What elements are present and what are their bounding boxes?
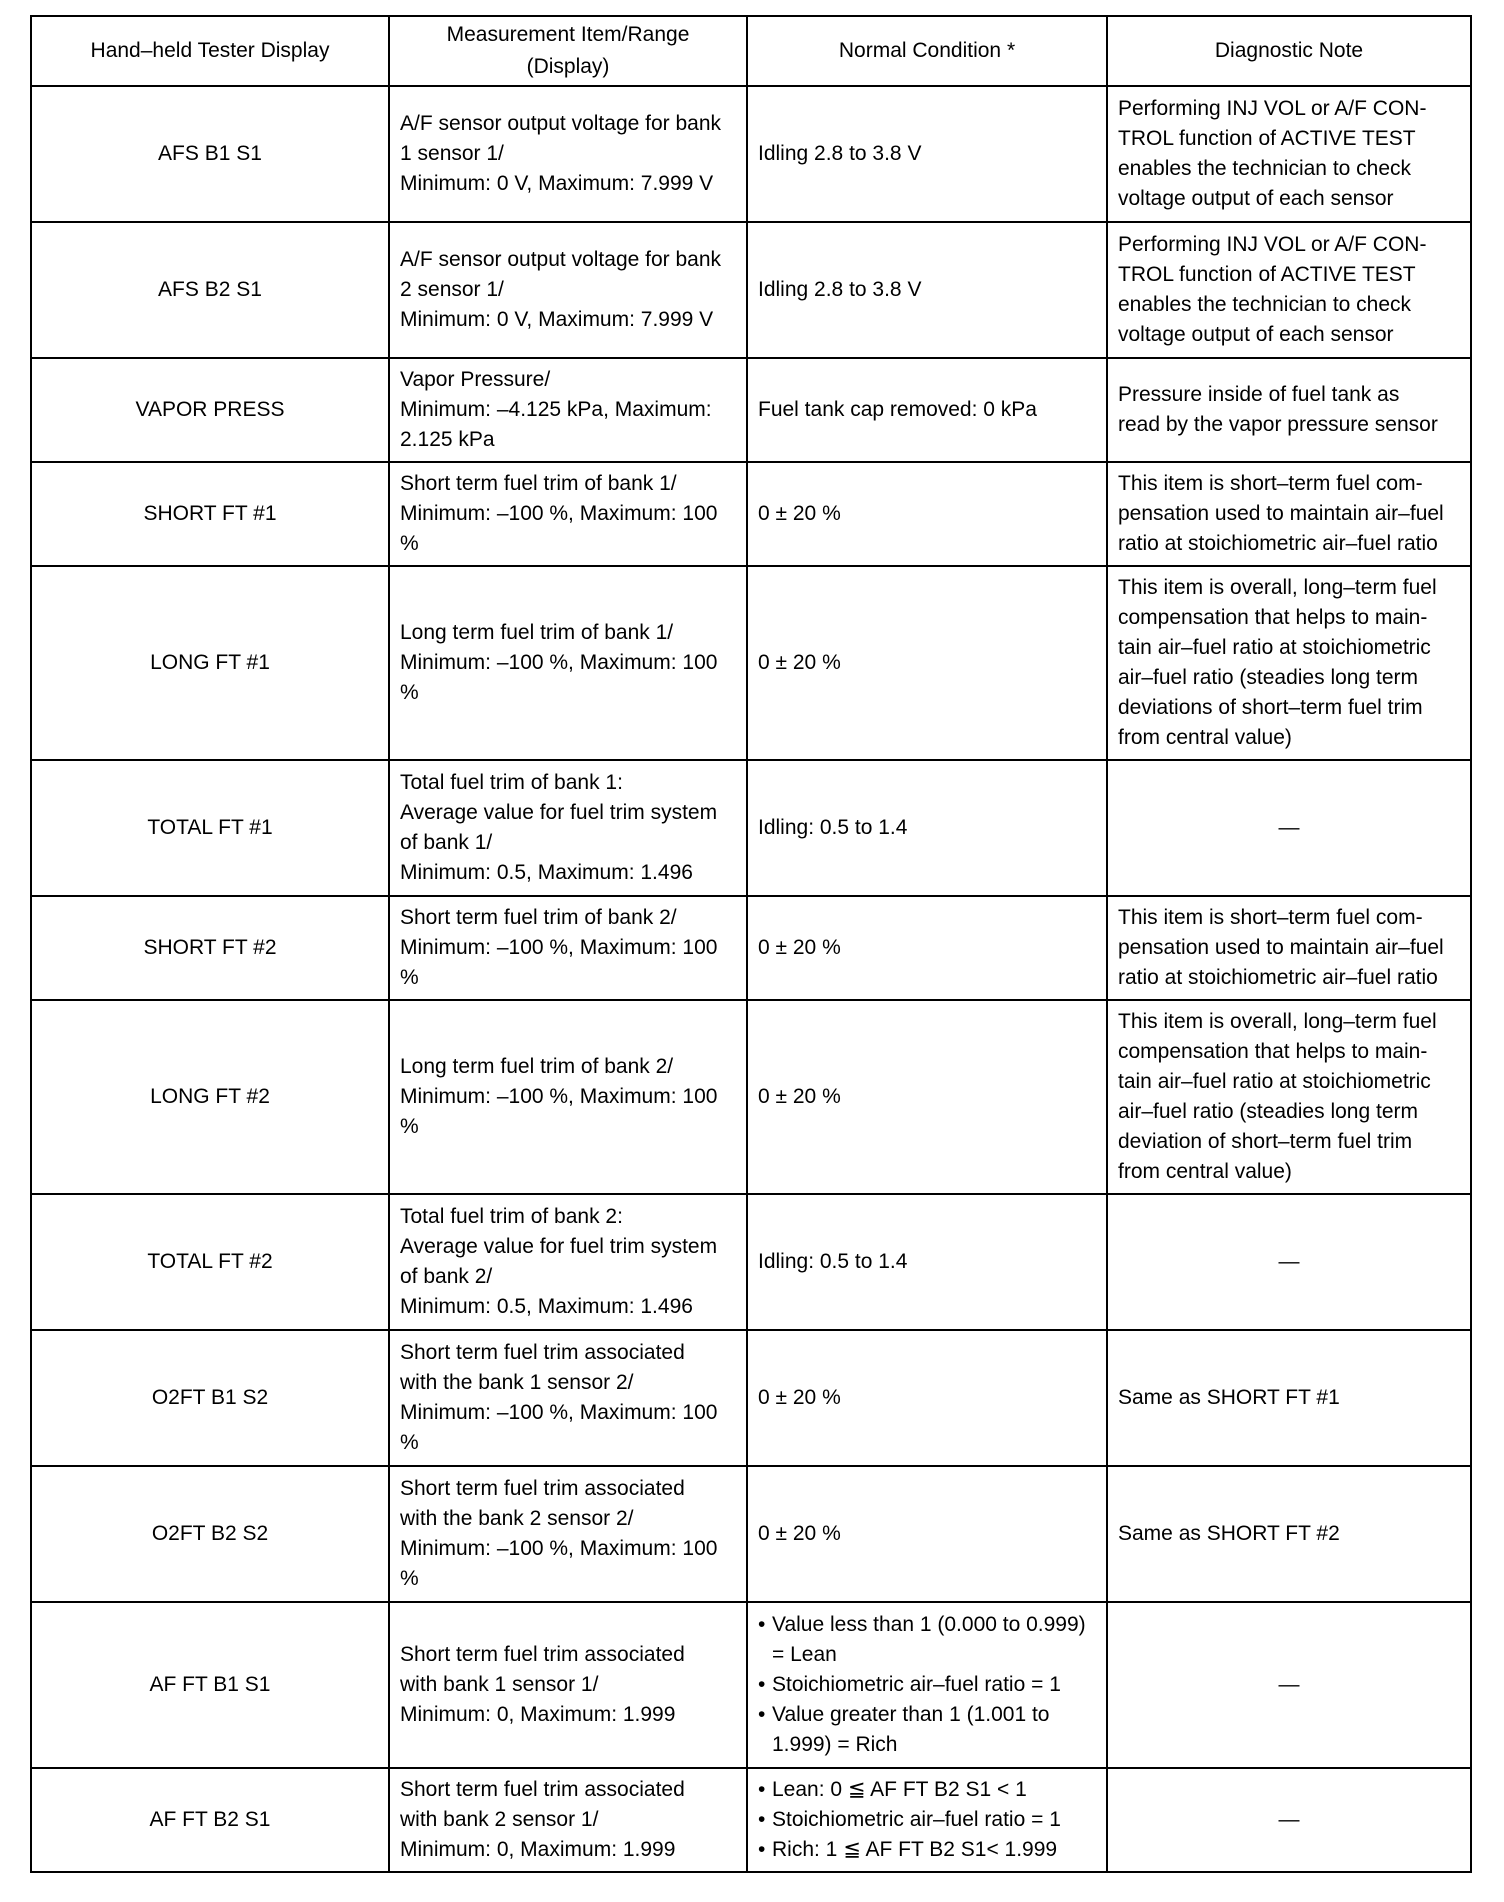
normal-condition-list [758, 1610, 1096, 1760]
table-row [31, 1000, 1471, 1194]
measurement-line: % [400, 1115, 419, 1138]
measurement-line: Minimum: 0.5, Maximum: 1.496 [400, 861, 693, 884]
diagnostic-note-line: Pressure inside of fuel tank as [1118, 383, 1400, 406]
cell-tester-display [31, 462, 389, 566]
table-body [31, 86, 1471, 1872]
normal-condition-line: Idling 2.8 to 3.8 V [758, 278, 922, 301]
cell-measurement-range [389, 566, 747, 760]
diagnostic-note-line: enables the technician to check [1118, 293, 1412, 316]
tester-display-text: LONG FT #2 [150, 1085, 270, 1108]
measurement-line: with the bank 1 sensor 2/ [400, 1371, 634, 1394]
diagnostic-note-line: tain air–fuel ratio at stoichiometric [1118, 636, 1431, 659]
measurement-line: 1 sensor 1/ [400, 142, 504, 165]
measurement-line: Minimum: 0, Maximum: 1.999 [400, 1703, 676, 1726]
tester-display-text: LONG FT #1 [150, 651, 270, 674]
tester-display-text: SHORT FT #1 [143, 502, 277, 525]
tester-display-text: AFS B2 S1 [158, 278, 262, 301]
cell-tester-display [31, 222, 389, 358]
measurement-line: Total fuel trim of bank 2: [400, 1205, 623, 1228]
cell-diagnostic-note [1107, 462, 1471, 566]
diagnostic-note-line: — [1278, 1808, 1300, 1831]
measurement-line: Long term fuel trim of bank 1/ [400, 621, 674, 644]
diagnostic-note-line: air–fuel ratio (steadies long term [1118, 666, 1418, 689]
diagnostic-note-line: Same as SHORT FT #2 [1118, 1522, 1340, 1545]
measurement-line: 2 sensor 1/ [400, 278, 504, 301]
measurement-line: Minimum: –100 %, Maximum: 100 [400, 651, 718, 674]
cell-measurement-range [389, 1330, 747, 1466]
table-row [31, 86, 1471, 222]
measurement-line: of bank 1/ [400, 831, 493, 854]
cell-measurement-range [389, 1194, 747, 1330]
table-header [31, 16, 1471, 86]
table-row [31, 222, 1471, 358]
measurement-line: A/F sensor output voltage for bank [400, 248, 722, 271]
cell-measurement-range [389, 358, 747, 462]
normal-condition-line: 0 ± 20 % [758, 651, 841, 674]
cell-tester-display [31, 1466, 389, 1602]
diagnostic-note-line: from central value) [1118, 726, 1292, 749]
header-normal-condition [747, 16, 1107, 86]
measurement-line: A/F sensor output voltage for bank [400, 112, 722, 135]
diagnostic-note-line: voltage output of each sensor [1118, 323, 1394, 346]
table-row [31, 462, 1471, 566]
diagnostic-note-line: voltage output of each sensor [1118, 187, 1394, 210]
tester-display-text: O2FT B2 S2 [151, 1522, 269, 1545]
measurement-line: with bank 2 sensor 1/ [400, 1808, 599, 1831]
measurement-line: % [400, 532, 419, 555]
diagnostic-note-line: compensation that helps to main- [1118, 1040, 1428, 1063]
table-row [31, 1602, 1471, 1768]
normal-condition-line: Idling: 0.5 to 1.4 [758, 816, 908, 839]
cell-normal-condition [747, 1768, 1107, 1872]
cell-measurement-range [389, 86, 747, 222]
diagnostic-note-line: enables the technician to check [1118, 157, 1412, 180]
diagnostic-note-line: compensation that helps to main- [1118, 606, 1428, 629]
diagnostic-note-line: ratio at stoichiometric air–fuel ratio [1118, 532, 1438, 555]
measurement-line: Minimum: 0, Maximum: 1.999 [400, 1838, 676, 1861]
cell-diagnostic-note [1107, 358, 1471, 462]
measurement-line: Minimum: –100 %, Maximum: 100 [400, 936, 718, 959]
measurement-line: Average value for fuel trim system [400, 801, 718, 824]
measurement-line: Short term fuel trim associated [400, 1778, 685, 1801]
normal-condition-line: 0 ± 20 % [758, 1085, 841, 1108]
measurement-line: Minimum: 0 V, Maximum: 7.999 V [400, 172, 714, 195]
cell-measurement-range [389, 760, 747, 896]
cell-tester-display [31, 1330, 389, 1466]
normal-condition-line: Idling 2.8 to 3.8 V [758, 142, 922, 165]
normal-condition-list [758, 1775, 1096, 1865]
measurement-line: Minimum: –4.125 kPa, Maximum: [400, 398, 712, 421]
header-display [31, 16, 389, 86]
cell-normal-condition [747, 896, 1107, 1000]
cell-diagnostic-note [1107, 86, 1471, 222]
cell-tester-display [31, 566, 389, 760]
cell-diagnostic-note [1107, 1194, 1471, 1330]
measurement-line: % [400, 1431, 419, 1454]
diagnostic-note-line: read by the vapor pressure sensor [1118, 413, 1438, 436]
table-row [31, 1466, 1471, 1602]
cell-normal-condition [747, 1602, 1107, 1768]
normal-condition-line: 0 ± 20 % [758, 1522, 841, 1545]
normal-condition-line: Idling: 0.5 to 1.4 [758, 1250, 908, 1273]
cell-normal-condition [747, 358, 1107, 462]
cell-diagnostic-note [1107, 1768, 1471, 1872]
measurement-line: % [400, 681, 419, 704]
cell-tester-display [31, 760, 389, 896]
normal-condition-line: Fuel tank cap removed: 0 kPa [758, 398, 1037, 421]
diagnostic-note-line: Performing INJ VOL or A/F CON- [1118, 97, 1427, 120]
measurement-line: Total fuel trim of bank 1: [400, 771, 623, 794]
diagnostic-note-line: This item is short–term fuel com- [1118, 472, 1423, 495]
table-row [31, 760, 1471, 896]
cell-diagnostic-note [1107, 1602, 1471, 1768]
tester-display-text: TOTAL FT #1 [147, 816, 273, 839]
table-row [31, 1768, 1471, 1872]
measurement-line: Average value for fuel trim system [400, 1235, 718, 1258]
header-row [31, 16, 1471, 86]
cell-measurement-range [389, 1000, 747, 1194]
measurement-line: Minimum: –100 %, Maximum: 100 [400, 1085, 718, 1108]
measurement-line: Minimum: 0.5, Maximum: 1.496 [400, 1295, 693, 1318]
diagnostic-note-line: — [1278, 1673, 1300, 1696]
cell-normal-condition [747, 1194, 1107, 1330]
normal-condition-bullet: • Stoichiometric air–fuel ratio = 1 [758, 1670, 1096, 1700]
cell-diagnostic-note [1107, 566, 1471, 760]
diagnostic-note-line: air–fuel ratio (steadies long term [1118, 1100, 1418, 1123]
diagnostic-note-line: TROL function of ACTIVE TEST [1118, 263, 1416, 286]
normal-condition-bullet: • Value less than 1 (0.000 to 0.999) = Lean [758, 1610, 1096, 1670]
measurement-line: % [400, 1567, 419, 1590]
cell-diagnostic-note [1107, 760, 1471, 896]
cell-measurement-range [389, 462, 747, 566]
tester-display-text: AF FT B2 S1 [149, 1808, 271, 1831]
diagnostic-note-line: from central value) [1118, 1160, 1292, 1183]
table-row [31, 896, 1471, 1000]
normal-condition-bullet: • Value greater than 1 (1.001 to 1.999) = Rich [758, 1700, 1096, 1760]
measurement-line: Short term fuel trim associated [400, 1477, 685, 1500]
cell-normal-condition [747, 566, 1107, 760]
diagnostic-note-line: — [1278, 1250, 1300, 1273]
cell-normal-condition [747, 760, 1107, 896]
measurement-line: Minimum: –100 %, Maximum: 100 [400, 1401, 718, 1424]
tester-display-text: AF FT B1 S1 [149, 1673, 271, 1696]
header-normal-text: Normal Condition * [838, 39, 1016, 62]
measurement-line: Minimum: –100 %, Maximum: 100 [400, 1537, 718, 1560]
measurement-line: Vapor Pressure/ [400, 368, 551, 391]
cell-diagnostic-note [1107, 896, 1471, 1000]
header-diagnostic-note [1107, 16, 1471, 86]
measurement-line: Short term fuel trim associated [400, 1341, 685, 1364]
measurement-line: Short term fuel trim of bank 2/ [400, 906, 677, 929]
cell-measurement-range [389, 1768, 747, 1872]
cell-normal-condition [747, 222, 1107, 358]
cell-tester-display [31, 1768, 389, 1872]
table-row [31, 1330, 1471, 1466]
measurement-line: Long term fuel trim of bank 2/ [400, 1055, 674, 1078]
table-row [31, 358, 1471, 462]
cell-normal-condition [747, 462, 1107, 566]
cell-diagnostic-note [1107, 222, 1471, 358]
header-display-text: Hand–held Tester Display [90, 39, 330, 62]
normal-condition-line: 0 ± 20 % [758, 1386, 841, 1409]
measurement-line: Short term fuel trim associated [400, 1643, 685, 1666]
header-measurement-line2: (Display) [526, 55, 610, 78]
diagnostic-note-line: deviations of short–term fuel trim [1118, 696, 1423, 719]
cell-tester-display [31, 86, 389, 222]
cell-tester-display [31, 358, 389, 462]
cell-measurement-range [389, 1602, 747, 1768]
header-note-text: Diagnostic Note [1214, 39, 1364, 62]
cell-measurement-range [389, 1466, 747, 1602]
measurement-line: Minimum: 0 V, Maximum: 7.999 V [400, 308, 714, 331]
measurement-line: of bank 2/ [400, 1265, 493, 1288]
header-measurement-line1: Measurement Item/Range [446, 23, 690, 46]
diagnostic-note-line: deviation of short–term fuel trim [1118, 1130, 1413, 1153]
diagnostic-note-line: ratio at stoichiometric air–fuel ratio [1118, 966, 1438, 989]
cell-normal-condition [747, 1330, 1107, 1466]
cell-measurement-range [389, 896, 747, 1000]
diagnostic-note-line: tain air–fuel ratio at stoichiometric [1118, 1070, 1431, 1093]
header-measurement [389, 16, 747, 86]
cell-normal-condition [747, 1000, 1107, 1194]
tester-display-text: VAPOR PRESS [135, 398, 285, 421]
normal-condition-line: 0 ± 20 % [758, 502, 841, 525]
diagnostic-note-line: Same as SHORT FT #1 [1118, 1386, 1340, 1409]
measurement-line: % [400, 966, 419, 989]
cell-diagnostic-note [1107, 1330, 1471, 1466]
cell-measurement-range [389, 222, 747, 358]
diagnostic-note-line: Performing INJ VOL or A/F CON- [1118, 233, 1427, 256]
normal-condition-bullet: • Stoichiometric air–fuel ratio = 1 [758, 1805, 1096, 1835]
measurement-line: Short term fuel trim of bank 1/ [400, 472, 677, 495]
normal-condition-bullet: • Lean: 0 ≦ AF FT B2 S1 < 1 [758, 1775, 1096, 1805]
cell-tester-display [31, 1602, 389, 1768]
measurement-line: Minimum: –100 %, Maximum: 100 [400, 502, 718, 525]
cell-tester-display [31, 1000, 389, 1194]
tester-display-text: TOTAL FT #2 [147, 1250, 273, 1273]
cell-tester-display [31, 896, 389, 1000]
tester-display-text: SHORT FT #2 [143, 936, 277, 959]
diagnostic-note-line: TROL function of ACTIVE TEST [1118, 127, 1416, 150]
diagnostic-note-line: pensation used to maintain air–fuel [1118, 936, 1444, 959]
tester-display-text: O2FT B1 S2 [151, 1386, 269, 1409]
cell-normal-condition [747, 1466, 1107, 1602]
cell-tester-display [31, 1194, 389, 1330]
measurement-line: with the bank 2 sensor 2/ [400, 1507, 634, 1530]
measurement-line: with bank 1 sensor 1/ [400, 1673, 599, 1696]
diagnostic-note-line: — [1278, 816, 1300, 839]
normal-condition-line: 0 ± 20 % [758, 936, 841, 959]
diagnostic-note-line: This item is overall, long–term fuel [1118, 1010, 1437, 1033]
normal-condition-bullet: • Rich: 1 ≦ AF FT B2 S1< 1.999 [758, 1835, 1096, 1865]
table-row [31, 566, 1471, 760]
diagnostic-note-line: pensation used to maintain air–fuel [1118, 502, 1444, 525]
diagnostic-note-line: This item is overall, long–term fuel [1118, 576, 1437, 599]
cell-normal-condition [747, 86, 1107, 222]
table-row [31, 1194, 1471, 1330]
measurement-line: 2.125 kPa [400, 428, 495, 451]
diagnostic-note-line: This item is short–term fuel com- [1118, 906, 1423, 929]
tester-display-text: AFS B1 S1 [158, 142, 262, 165]
cell-diagnostic-note [1107, 1000, 1471, 1194]
cell-diagnostic-note [1107, 1466, 1471, 1602]
data-list-table [30, 15, 1472, 1873]
